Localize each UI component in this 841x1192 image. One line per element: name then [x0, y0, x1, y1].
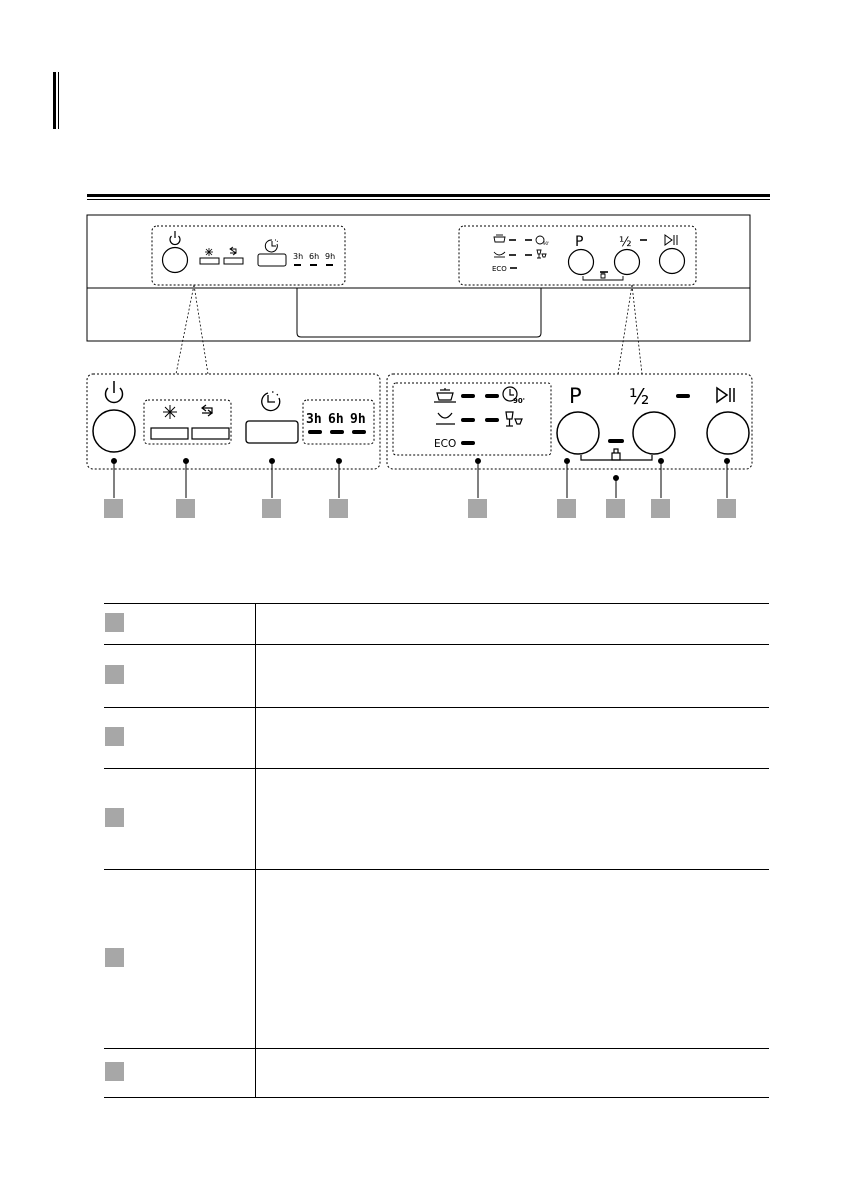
callout-badge-7 — [606, 499, 625, 518]
right-panel-enlarged — [387, 374, 752, 469]
power-icon — [105, 381, 122, 403]
row-description — [256, 870, 770, 1049]
quick-90-icon — [503, 387, 525, 405]
delay-start-button[interactable] — [246, 421, 298, 443]
half-load-label-mini: ½ — [619, 235, 632, 250]
glass-icon — [537, 250, 546, 258]
timer-label-9h: 9h — [325, 252, 336, 261]
margin-mark — [53, 72, 59, 129]
row-description — [256, 708, 770, 769]
start-pause-button[interactable] — [707, 412, 749, 454]
table-row — [104, 645, 769, 708]
half-load-label: ½ — [629, 385, 650, 409]
callout-badge-1 — [104, 499, 123, 518]
normal-icon — [494, 252, 505, 257]
salt-refill-indicator — [151, 428, 188, 439]
zoom-lines — [176, 285, 642, 374]
half-load-button-mini[interactable] — [615, 250, 640, 275]
section-rule — [87, 194, 770, 200]
row-number-cell — [104, 708, 256, 769]
number-badge — [105, 727, 124, 746]
intensive-icon — [494, 235, 505, 242]
legend-table — [104, 603, 769, 1098]
callout-badge-9 — [717, 499, 736, 518]
eco-label-mini: ECO — [492, 265, 507, 273]
row-description — [256, 1049, 770, 1098]
number-badge — [105, 808, 124, 827]
salt-refill-icon — [163, 405, 177, 419]
intensive-icon — [434, 388, 456, 402]
row-description — [256, 769, 770, 870]
svg-text:90': 90' — [513, 397, 525, 405]
callout-badge-5 — [468, 499, 487, 518]
power-button[interactable] — [93, 410, 135, 452]
start-pause-icon-mini — [665, 235, 677, 245]
child-lock-bracket-mini — [583, 272, 623, 280]
salt-refill-indicator — [200, 258, 219, 264]
glass-icon — [506, 412, 522, 426]
normal-icon — [436, 413, 455, 424]
left-panel-enlarged — [87, 374, 380, 469]
timer-label-9h: 9h — [350, 412, 366, 427]
half-load-button[interactable] — [633, 412, 675, 454]
table-row — [104, 1049, 769, 1098]
program-button-mini[interactable] — [569, 250, 594, 275]
timer-label-3h: 3h — [293, 252, 304, 261]
rinse-aid-icon — [230, 247, 236, 255]
table-row — [104, 604, 769, 645]
row-number-cell — [104, 1049, 256, 1098]
svg-text:90': 90' — [543, 241, 550, 246]
row-number-cell — [104, 645, 256, 708]
row-number-cell — [104, 870, 256, 1049]
power-button[interactable] — [163, 248, 188, 273]
salt-refill-icon — [205, 248, 213, 256]
number-badge — [105, 613, 124, 632]
table-row — [104, 769, 769, 870]
delay-start-button[interactable] — [258, 254, 286, 266]
callout-badge-4 — [329, 499, 348, 518]
power-icon — [170, 231, 180, 245]
callout-leaders — [112, 459, 730, 499]
callout-badge-2 — [176, 499, 195, 518]
program-button[interactable] — [557, 412, 599, 454]
timer-label-6h: 6h — [309, 252, 320, 261]
program-label-mini: P — [575, 234, 584, 250]
rinse-aid-indicator — [224, 258, 243, 264]
row-description — [256, 604, 770, 645]
delay-timer-icon — [265, 240, 278, 252]
row-number-cell — [104, 769, 256, 870]
table-row — [104, 870, 769, 1049]
table-row — [104, 708, 769, 769]
eco-label: ECO — [434, 438, 457, 450]
start-pause-icon — [717, 388, 734, 402]
callout-badge-3 — [262, 499, 281, 518]
child-lock-icon — [612, 449, 620, 460]
mini-left-panel — [163, 231, 336, 273]
timer-label-3h: 3h — [306, 412, 322, 427]
program-label: P — [569, 384, 582, 408]
row-number-cell — [104, 604, 256, 645]
rinse-aid-indicator — [192, 428, 229, 439]
quick-90-icon — [536, 236, 549, 246]
number-badge — [105, 948, 124, 967]
delay-timer-icon — [262, 392, 280, 411]
number-badge — [105, 1062, 124, 1081]
row-description — [256, 645, 770, 708]
mini-right-panel — [492, 234, 685, 280]
callout-badge-8 — [651, 499, 670, 518]
number-badge — [105, 665, 124, 684]
timer-label-6h: 6h — [328, 412, 344, 427]
rinse-aid-icon — [202, 405, 212, 416]
callout-badges — [104, 499, 736, 518]
start-pause-button-mini[interactable] — [660, 249, 685, 274]
callout-badge-6 — [557, 499, 576, 518]
